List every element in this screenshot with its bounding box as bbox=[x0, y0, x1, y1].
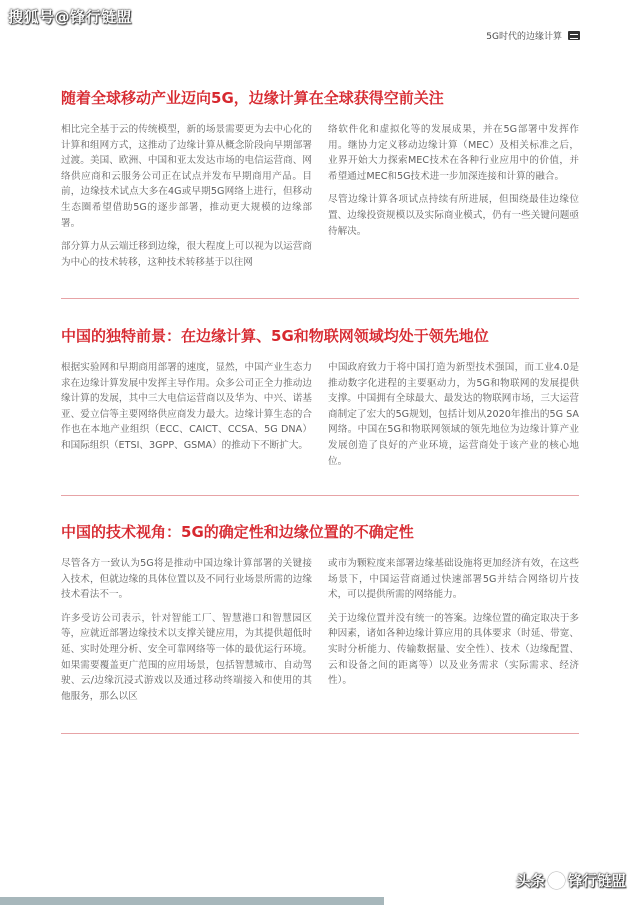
section-columns bbox=[61, 122, 579, 278]
footer-bar bbox=[0, 897, 384, 905]
left-column bbox=[61, 122, 312, 278]
paragraph: 关于边缘位置并没有统一的答案。边缘位置的确定取决于多种因素，诸如各种边缘计算应用的具体要求（时延、带宽、实时分析能力、传输数据量、安全性）、技术（边缘配置、云和设备之间的距离等）以及业务需求（实际需求、经济性）。 bbox=[328, 612, 579, 687]
paragraph: 或市为颗粒度来部署边缘基础设施将更加经济有效，在这些场景下，中国运营商通过快速部署5G并结合网络切片技术，可以提供所需的网络能力。 bbox=[328, 558, 579, 601]
paragraph: 部分算力从云端迁移到边缘，很大程度上可以视为以运营商为中心的技术转移，这种技术转移基于以往网 bbox=[61, 241, 312, 268]
right-column bbox=[328, 556, 579, 712]
section-title: 随着全球移动产业迈向5G，边缘计算在全球获得空前关注 bbox=[61, 89, 444, 107]
section-divider bbox=[61, 733, 579, 734]
section-columns bbox=[61, 360, 579, 477]
at-icon bbox=[548, 872, 565, 889]
paragraph: 根据实验网和早期商用部署的速度，显然，中国产业生态力求在边缘计算发展中发挥主导作用。众多公司正全力推动边缘计算的发展，其中三大电信运营商以及华为、中兴、诺基亚、爱立信等主要网络供应商发力最大。边缘计算生态的合作也在本地产业组织（ECC、CAICT、CCSA、5G DNA）和国际组织（ETSI、3GPP、GSMA）的推动下不断扩大。 bbox=[61, 362, 312, 451]
section-columns bbox=[61, 556, 579, 712]
section-title: 中国的技术视角：5G的确定性和边缘位置的不确定性 bbox=[61, 523, 414, 541]
paragraph: 许多受访公司表示，针对智能工厂、智慧港口和智慧园区等，应就近部署边缘技术以支撑关键应用，为其提供超低时延、实时处理分析、安全可靠网络等一体的最优运行环境。如果需要覆盖更广范围的应用场景，包括智慧城市、自动驾驶、云/边缘沉浸式游戏以及通过移动终端接入和使用的其他服务，那么以区 bbox=[61, 612, 312, 702]
section-title: 中国的独特前景：在边缘计算、5G和物联网领域均处于领先地位 bbox=[61, 327, 489, 345]
section-divider bbox=[61, 298, 579, 299]
header-title: 5G时代的边缘计算 bbox=[486, 32, 562, 42]
right-column bbox=[328, 360, 579, 477]
page-header bbox=[486, 29, 580, 42]
section-divider bbox=[61, 495, 579, 496]
watermark-top: 搜狐号@锋行链盟 bbox=[8, 8, 133, 26]
paragraph: 尽管边缘计算各项试点持续有所进展，但围绕最佳边缘位置、边缘投资规模以及实际商业模式，仍有一些关键问题亟待解决。 bbox=[328, 194, 579, 237]
paragraph: 中国政府致力于将中国打造为新型技术强国，而工业4.0是推动数字化进程的主要驱动力，为5G和物联网的发展提供支撑。中国拥有全球最大、最发达的物联网市场，三大运营商制定了宏大的5G规划，包括计划从2020年推出的5G SA网络。中国在5G和物联网领域的领先地位为边缘计算产业发展创造了良好的产业环境，运营商处于该产业的核心地位。 bbox=[328, 362, 579, 467]
report-icon bbox=[568, 31, 580, 40]
watermark-name: 锋行链盟 bbox=[568, 874, 626, 890]
paragraph: 络软件化和虚拟化等的发展成果，并在5G部署中发挥作用。继协力定义移动边缘计算（MEC）及相关标准之后，业界开始大力探索MEC技术在各种行业应用中的价值，并希望通过MEC和5G技术进一步加深连接和计算的融合。 bbox=[328, 124, 579, 182]
watermark-bottom bbox=[516, 870, 626, 891]
section-3 bbox=[61, 522, 579, 712]
paragraph: 相比完全基于云的传统模型，新的场景需要更为去中心化的计算和组网方式，这推动了边缘计算从概念阶段向早期部署过渡。美国、欧洲、中国和亚太发达市场的电信运营商、网络供应商和云服务公司正在试点并发布早期商用产品。目前，边缘技术试点大多在4G或早期5G网络上进行，但移动生态圈希望借助5G的逐步部署，推动更大规模的边缘部署。 bbox=[61, 124, 312, 229]
right-column bbox=[328, 122, 579, 278]
section-2 bbox=[61, 326, 579, 477]
watermark-prefix: 头条 bbox=[516, 874, 545, 890]
paragraph: 尽管各方一致认为5G将是推动中国边缘计算部署的关键接入技术，但就边缘的具体位置以及不同行业场景所需的边缘技术看法不一。 bbox=[61, 558, 312, 601]
section-1 bbox=[61, 88, 579, 278]
left-column bbox=[61, 556, 312, 712]
left-column bbox=[61, 360, 312, 477]
